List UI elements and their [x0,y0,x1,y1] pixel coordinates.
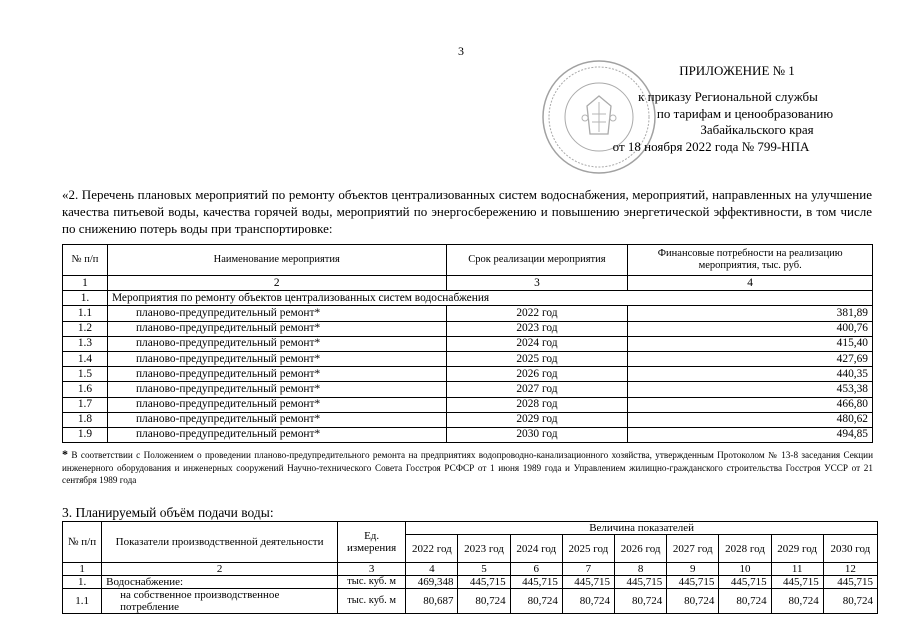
column-number: 7 [562,563,614,576]
column-number: 2 [107,276,446,291]
table-row [63,321,873,336]
column-number: 4 [628,276,873,291]
value-cell: 80,724 [458,589,510,614]
activity-cost: 400,76 [628,321,873,336]
header-cell: Срок реализации мероприятия [446,245,628,276]
table-row [63,576,878,589]
appendix-line: от 18 ноября 2022 года № 799-НПА [612,138,810,154]
activity-name: планово-предупредительный ремонт* [107,382,446,397]
activity-name: планово-предупредительный ремонт* [107,427,446,442]
row-number: 1.9 [63,427,108,442]
activity-name: планово-предупредительный ремонт* [107,336,446,351]
year-header: 2028 год [719,535,771,563]
row-number: 1.3 [63,336,108,351]
activity-cost: 440,35 [628,367,873,382]
year-header: 2023 год [458,535,510,563]
footnote-marker: * [62,447,68,461]
value-cell: 80,724 [823,589,877,614]
value-cell: 445,715 [615,576,667,589]
table-header-row [63,245,873,276]
activity-term: 2029 год [446,412,628,427]
column-number: 5 [458,563,510,576]
table-row [63,351,873,366]
year-header: 2026 год [615,535,667,563]
value-cell: 80,724 [510,589,562,614]
activity-name: планово-предупредительный ремонт* [107,351,446,366]
column-number: 8 [615,563,667,576]
activity-name: планово-предупредительный ремонт* [107,321,446,336]
appendix-header [575,63,865,155]
activity-name: планово-предупредительный ремонт* [107,397,446,412]
activity-cost: 415,40 [628,336,873,351]
unit-cell: тыс. куб. м [338,589,406,614]
value-cell: 445,715 [510,576,562,589]
activity-cost: 480,62 [628,412,873,427]
activity-cost: 381,89 [628,306,873,321]
row-number: 1.1 [63,589,102,614]
table-row [63,412,873,427]
table-row [63,589,878,614]
column-number: 4 [406,563,458,576]
table-row [63,397,873,412]
header-cell: № п/п [63,245,108,276]
activity-term: 2024 год [446,336,628,351]
activity-cost: 466,80 [628,397,873,412]
year-header: 2024 год [510,535,562,563]
group-label: Мероприятия по ремонту объектов централизованных систем водоснабжения [107,291,872,306]
column-number: 10 [719,563,771,576]
activity-term: 2027 год [446,382,628,397]
value-cell: 445,715 [823,576,877,589]
row-number: 1.4 [63,351,108,366]
indicator-name: на собственное производственное потребление [102,589,338,614]
header-cell: Ед. измерения [338,522,406,563]
activity-cost: 494,85 [628,427,873,442]
column-number: 9 [667,563,719,576]
header-cell: Величина показателей [406,522,878,535]
row-number: 1.5 [63,367,108,382]
activity-term: 2022 год [446,306,628,321]
header-cell: № п/п [63,522,102,563]
column-number: 11 [771,563,823,576]
activity-term: 2030 год [446,427,628,442]
footnote [62,448,873,487]
water-supply-volume-table [62,521,878,614]
activity-name: планово-предупредительный ремонт* [107,306,446,321]
row-number: 1.8 [63,412,108,427]
activity-name: планово-предупредительный ремонт* [107,367,446,382]
value-cell: 80,724 [719,589,771,614]
header-cell: Наименование мероприятия [107,245,446,276]
group-row [63,291,873,306]
header-cell: Показатели производственной деятельности [102,522,338,563]
row-number: 1. [63,291,108,306]
value-cell: 445,715 [458,576,510,589]
activity-term: 2023 год [446,321,628,336]
year-header: 2027 год [667,535,719,563]
year-header: 2022 год [406,535,458,563]
value-cell: 445,715 [719,576,771,589]
appendix-line: по тарифам и ценообразованию [656,105,834,121]
section-3-heading: 3. Планируемый объём подачи воды: [62,505,274,520]
value-cell: 80,724 [667,589,719,614]
row-number: 1.2 [63,321,108,336]
activity-name: планово-предупредительный ремонт* [107,412,446,427]
activity-term: 2028 год [446,397,628,412]
value-cell: 80,724 [562,589,614,614]
column-number: 12 [823,563,877,576]
column-number: 6 [510,563,562,576]
activity-cost: 453,38 [628,382,873,397]
year-header: 2025 год [562,535,614,563]
year-header: 2029 год [771,535,823,563]
table-row [63,306,873,321]
row-number: 1.6 [63,382,108,397]
activity-cost: 427,69 [628,351,873,366]
column-number: 1 [63,563,102,576]
value-cell: 445,715 [562,576,614,589]
table-row [63,336,873,351]
indicator-name: Водоснабжение: [102,576,338,589]
year-header: 2030 год [823,535,877,563]
value-cell: 469,348 [406,576,458,589]
repair-activities-table [62,244,873,443]
appendix-line: к приказу Региональной службы [638,89,818,105]
footnote-text: В соответствии с Положением о проведении планово-предупредительного ремонта на предприятиях водопроводно-канализационного хозяйства, утвержденным Протоколом № 13-8 заседания Секции инженерного оборудования и инженерных сооружений Научно-технического Совета Госстроя РСФСР от 1 июня 1989 года и Управлением жилищно-гражданского строительства Госстроя УССР от 21 сентября 1989 года [62,450,873,485]
section-2-heading: «2. Перечень плановых мероприятий по ремонту объектов централизованных систем водоснабжения, мероприятий, направленных на улучшение качества питьевой воды, качества горячей воды, мероприятий по энергосбережению и повышению энергетической эффективности, в том числе по снижению потерь воды при транспортировке: [62,187,872,236]
value-cell: 80,724 [615,589,667,614]
header-cell: Финансовые потребности на реализацию мероприятия, тыс. руб. [628,245,873,276]
value-cell: 445,715 [667,576,719,589]
row-number: 1.1 [63,306,108,321]
table-row [63,427,873,442]
page-number: 3 [458,44,464,58]
column-number: 2 [102,563,338,576]
table-header-row [63,522,878,535]
column-number: 1 [63,276,108,291]
activity-term: 2025 год [446,351,628,366]
table-row [63,382,873,397]
column-number-row [63,563,878,576]
value-cell: 80,687 [406,589,458,614]
unit-cell: тыс. куб. м [338,576,406,589]
value-cell: 445,715 [771,576,823,589]
appendix-title: ПРИЛОЖЕНИЕ № 1 [679,63,795,78]
column-number: 3 [338,563,406,576]
column-number: 3 [446,276,628,291]
table-row [63,367,873,382]
appendix-line: Забайкальского края [700,122,814,138]
column-number-row [63,276,873,291]
activity-term: 2026 год [446,367,628,382]
row-number: 1. [63,576,102,589]
value-cell: 80,724 [771,589,823,614]
row-number: 1.7 [63,397,108,412]
